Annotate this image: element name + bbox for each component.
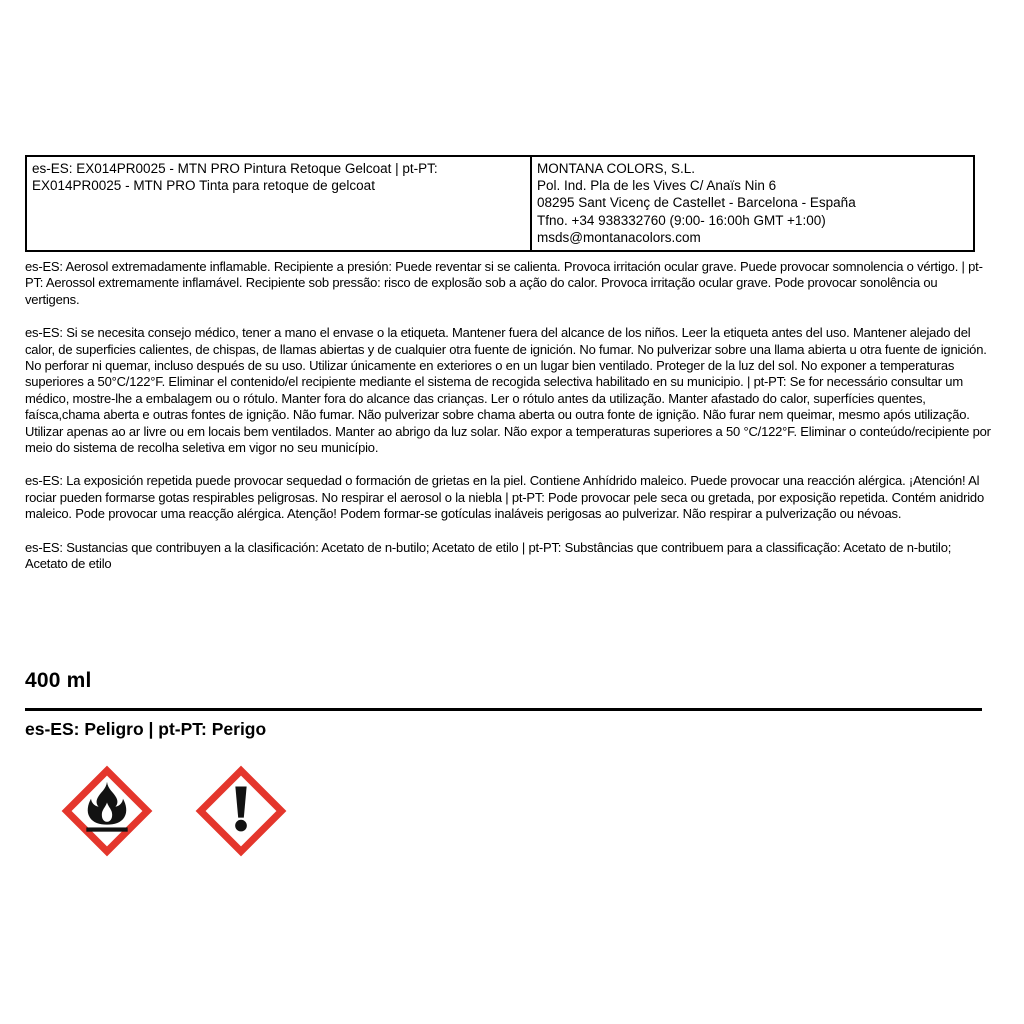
statements-block (25, 259, 991, 590)
supplemental-statements: es-ES: La exposición repetida puede provocar sequedad o formación de grietas en la piel. Contiene Anhídrido maleico. Puede provocar una reacción alérgica. ¡Atención! Al rociar pueden formarse gotas respirables peligrosas. No respirar el aerosol o la niebla | pt-PT: Pode provocar pele seca ou gretada, por exposição repetida. Contém anidrido maleico. Pode provocar uma reacção alérgica. Atenção! Podem formar-se gotículas inaláveis perigosas ao pulverizar. Não respirar a pulverização ou névoas. (25, 473, 984, 522)
ghs07-exclamation-icon (194, 764, 288, 858)
product-name-cell: es-ES: EX014PR0025 - MTN PRO Pintura Retoque Gelcoat | pt-PT: EX014PR0025 - MTN PRO Tinta para retoque de gelcoat (27, 157, 532, 250)
divider-line (25, 708, 982, 711)
hazard-statements: es-ES: Aerosol extremadamente inflamable. Recipiente a presión: Puede reventar si se calienta. Provoca irritación ocular grave. Puede provocar somnolencia o vértigo. | pt-PT: Aerossol extremamente inflamável. Recipiente sob pressão: risco de explosão sob a ação do calor. Provoca irritação ocular grave. Pode provocar sonolência ou vertigens. (25, 259, 983, 307)
supplier-cell (532, 157, 973, 250)
signal-word: es-ES: Peligro | pt-PT: Perigo (25, 719, 267, 739)
company-phone: Tfno. +34 938332760 (9:00- 16:00h GMT +1:00) (537, 212, 826, 228)
ghs02-flame-icon (60, 764, 154, 858)
company-address-line2: 08295 Sant Vicenç de Castellet - Barcelona - España (537, 195, 856, 211)
ghs-pictograms (60, 764, 288, 858)
product-supplier-table (25, 155, 975, 252)
company-address-line1: Pol. Ind. Pla de les Vives C/ Anaïs Nin 6 (537, 178, 777, 194)
company-email: msds@montanacolors.com (537, 229, 701, 245)
volume-text: 400 ml (25, 669, 92, 692)
classification-substances: es-ES: Sustancias que contribuyen a la clasificación: Acetato de n-butilo; Acetato de etilo | pt-PT: Substâncias que contribuem para a classificação: Acetato de n-butilo; Acetato de etilo (25, 539, 952, 572)
company-name: MONTANA COLORS, S.L. (537, 161, 696, 176)
precautionary-statements: es-ES: Si se necesita consejo médico, tener a mano el envase o la etiqueta. Mantener fuera del alcance de los niños. Leer la etiqueta antes del uso. Mantener alejado del calor, de superficies calientes, de chispas, de llamas abiertas y de cualquier otra fuente de ignición. No fumar. No pulverizar sobre una llama abierta u otra fuente de ignición. No perforar ni quemar, incluso después de su uso. Utilizar únicamente en exteriores o en un lugar bien ventilado. Proteger de la luz del sol. No exponer a temperaturas superiores a 50°C/122°F. Eliminar el contenido/el recipiente mediante el sistema de recogida selectiva habilitado en su municipio. | pt-PT: Se for necessário consultar um médico, mostre-lhe a embalagem ou o rótulo. Manter fora do alcance das crianças. Ler o rótulo antes da utilização. Manter afastado do calor, superfícies quentes, faísca,chama aberta e outras fontes de ignição. Não fumar. Não pulverizar sobre chama aberta ou outra fonte de ignição. Não furar nem queimar, mesmo após utilização. Utilizar apenas ao ar livre ou em locais bem ventilados. Manter ao abrigo da luz solar. Não expor a temperaturas superiores a 50 °C/122°F. Eliminar o conteúdo/recipiente por meio do sistema de recolha seletiva em vigor no seu município. (25, 325, 991, 456)
